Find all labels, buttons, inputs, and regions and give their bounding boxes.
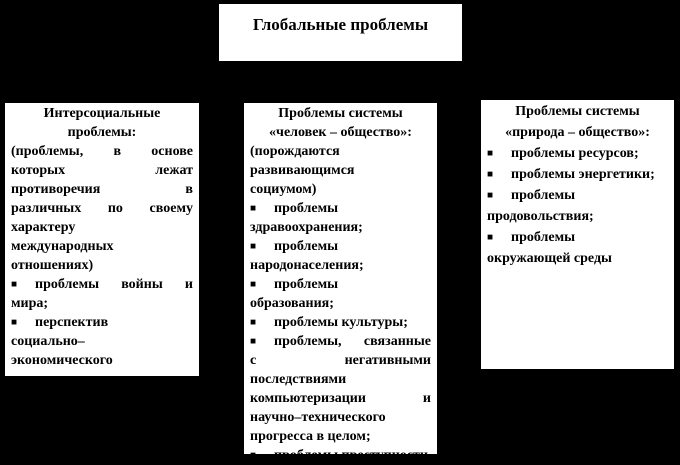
text-line: экономического xyxy=(11,353,113,368)
text-line: (проблемы, в основе xyxy=(11,144,193,159)
text-line: здравоохранения; xyxy=(250,220,363,235)
text-line: развития xyxy=(11,372,70,387)
bullet-square-icon: ■ xyxy=(250,336,257,347)
bullet-square-icon: ■ xyxy=(250,203,257,214)
bullet-item-label: проблемы, связанные xyxy=(274,334,431,349)
text-line xyxy=(250,446,431,463)
box-heading-line: Проблемы системы xyxy=(278,106,403,121)
text-line: развивающимся xyxy=(250,163,355,178)
diagram-title: Глобальные проблемы xyxy=(252,15,429,34)
bullet-square-icon: ■ xyxy=(250,450,257,461)
text-line: различных по своему xyxy=(11,201,193,216)
intersocial-problems-box xyxy=(3,101,201,387)
text-line xyxy=(250,332,431,351)
text-line: международных xyxy=(11,239,114,254)
text-line xyxy=(11,313,193,332)
bullet-item-label: проблемы культуры; xyxy=(274,315,408,330)
text-line: отношениях) xyxy=(11,258,94,273)
bullet-item-label: проблемы xyxy=(511,188,576,203)
box-heading-line: Проблемы системы xyxy=(515,104,640,119)
text-line xyxy=(250,237,431,256)
text-line xyxy=(487,143,668,164)
bullet-item-label: проблемы ресурсов; xyxy=(511,146,639,161)
text-line: социально– xyxy=(11,334,85,349)
text-line: с негативными xyxy=(250,353,431,368)
bullet-square-icon: ■ xyxy=(487,232,494,243)
text-line xyxy=(250,199,431,218)
bullet-item-label: перспектив xyxy=(35,315,109,330)
global-problems-title-box xyxy=(217,2,464,63)
bullet-item-label: проблемы xyxy=(274,277,339,292)
text-line xyxy=(11,275,193,294)
bullet-square-icon: ■ xyxy=(11,317,18,328)
bullet-square-icon: ■ xyxy=(250,279,257,290)
text-line: характеру xyxy=(11,220,76,235)
bullet-square-icon: ■ xyxy=(487,148,494,159)
bullet-item-label: проблемы xyxy=(274,239,339,254)
text-line: компьютеризации и xyxy=(250,391,431,406)
human-society-problems-box xyxy=(242,101,439,463)
box-heading-line: «природа – общество»: xyxy=(505,125,650,140)
text-line: (порождаются xyxy=(250,144,340,159)
text-line: мира; xyxy=(11,296,49,311)
text-line: последствиями xyxy=(250,372,347,387)
text-line xyxy=(487,227,668,248)
bullet-item-label: проблемы войны и xyxy=(35,277,193,292)
text-line: продовольствия; xyxy=(487,209,594,224)
bullet-square-icon: ■ xyxy=(250,317,257,328)
text-line xyxy=(250,275,431,294)
box-heading-line: «человек – общество»: xyxy=(269,125,412,140)
bullet-item-label: проблемы преступности xyxy=(274,448,428,463)
bullet-square-icon: ■ xyxy=(11,279,18,290)
bullet-item-label: проблемы xyxy=(511,230,576,245)
text-line xyxy=(487,164,668,185)
text-line: окружающей среды xyxy=(487,251,612,266)
text-line: противоречия в xyxy=(11,182,193,197)
nature-society-problems-box xyxy=(479,98,676,371)
bullet-square-icon: ■ xyxy=(487,190,494,201)
box-heading-line: проблемы: xyxy=(67,125,137,140)
text-line: которых лежат xyxy=(11,163,193,178)
text-line: прогресса в целом; xyxy=(250,429,371,444)
bullet-square-icon: ■ xyxy=(250,241,257,252)
bullet-item-label: проблемы xyxy=(274,201,339,216)
text-line xyxy=(487,185,668,206)
box-heading-line: Интерсоциальные xyxy=(43,106,161,121)
text-line: научно–технического xyxy=(250,410,386,425)
bullet-square-icon: ■ xyxy=(487,169,494,180)
text-line xyxy=(250,313,431,332)
text-line: социумом) xyxy=(250,182,317,197)
text-line: образования; xyxy=(250,296,334,311)
bullet-item-label: проблемы энергетики; xyxy=(511,167,655,182)
text-line: народонаселения; xyxy=(250,258,364,273)
